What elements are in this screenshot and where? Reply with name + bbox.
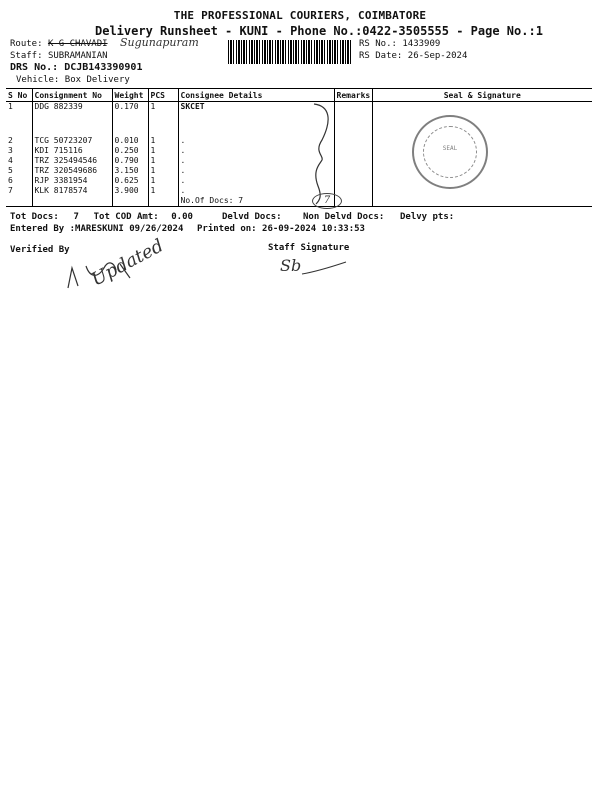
barcode (228, 40, 352, 64)
cell-consignee: . (178, 136, 334, 146)
cell-consignment: TRZ 320549686 (32, 166, 112, 176)
route-handwritten: Sugunapuram (120, 36, 199, 49)
route-value: K G CHAVADI (47, 39, 108, 49)
col-pcs: PCS (148, 89, 178, 102)
cell-consignment: DDG 882339 (32, 102, 112, 113)
rs-no-value: 1433909 (402, 39, 441, 49)
table-summary-row (6, 196, 592, 207)
vehicle-line (16, 75, 130, 85)
delvy-pts-label: Delvy pts: (400, 212, 455, 222)
table-row (6, 136, 592, 146)
cell-weight: 0.250 (112, 146, 148, 156)
runsheet-title: Delivery Runsheet - KUNI - Phone No.:0422-3505555 - Page No.:1 (95, 24, 543, 38)
staff-label: Staff: (10, 51, 43, 61)
cell-sno: 1 (8, 102, 13, 111)
verified-by-label: Verified By (10, 245, 70, 255)
table-row (6, 102, 592, 113)
non-delvd-docs-label: Non Delvd Docs: (303, 212, 385, 222)
totals-line (10, 212, 200, 222)
printed-on: Printed on: 26-09-2024 10:33:53 (197, 224, 365, 234)
table-row (6, 156, 592, 166)
col-consignment: Consignment No (32, 89, 112, 102)
col-weight: Weight (112, 89, 148, 102)
rs-date-line (359, 51, 467, 61)
cell-consignment: KDI 715116 (32, 146, 112, 156)
vehicle-label: Vehicle: (16, 75, 60, 85)
cell-pcs: 1 (148, 136, 178, 146)
cell-consignee: . (178, 166, 334, 176)
cell-weight: 3.150 (112, 166, 148, 176)
cell-consignment: TRZ 325494546 (32, 156, 112, 166)
handwritten-count: 7 (312, 193, 342, 209)
cell-consignee: . (178, 156, 334, 166)
cell-weight: 0.170 (112, 102, 148, 113)
no-of-docs: No.Of Docs: 7 (178, 196, 334, 207)
col-seal: Seal & Signature (372, 89, 592, 102)
cell-pcs: 1 (148, 186, 178, 196)
col-sno: S No (6, 89, 32, 102)
cell-sno: 5 (8, 166, 13, 175)
cell-consignee: . (178, 186, 334, 196)
rs-no-line (359, 39, 440, 49)
cell-pcs: 1 (148, 176, 178, 186)
cell-weight: 0.790 (112, 156, 148, 166)
company-name: THE PROFESSIONAL COURIERS, COIMBATORE (173, 9, 427, 22)
staff-value: SUBRAMANIAN (47, 51, 108, 61)
cell-consignment: TCG 50723207 (32, 136, 112, 146)
table-header-row (6, 89, 592, 102)
tot-docs-label: Tot Docs: (10, 212, 59, 222)
cell-sno: 7 (8, 186, 13, 195)
staff-line (10, 51, 108, 61)
rs-date-value: 26-Sep-2024 (407, 51, 468, 61)
table-row (6, 166, 592, 176)
cell-consignee: SKCET (178, 102, 334, 113)
col-consignee: Consignee Details (178, 89, 334, 102)
cell-consignee: . (178, 146, 334, 156)
runsheet-table (6, 88, 592, 207)
table-row (6, 146, 592, 156)
table-spacer-row (6, 112, 592, 136)
cell-sno: 2 (8, 136, 13, 145)
delvd-docs-label: Delvd Docs: (222, 212, 282, 222)
route-label: Route: (10, 39, 43, 49)
tot-docs-value: 7 (73, 212, 79, 222)
route-line (10, 39, 108, 49)
cell-pcs: 1 (148, 102, 178, 113)
table-row (6, 176, 592, 186)
cell-seal (372, 102, 592, 113)
drs-line (10, 62, 142, 73)
cell-weight: 0.625 (112, 176, 148, 186)
cell-sno: 4 (8, 156, 13, 165)
seal-label: SEAL (442, 145, 458, 152)
cell-consignee: . (178, 176, 334, 186)
cell-weight: 0.010 (112, 136, 148, 146)
rs-no-label: RS No.: (359, 39, 397, 49)
cell-consignment: KLK 8178574 (32, 186, 112, 196)
rs-date-label: RS Date: (359, 51, 403, 61)
table-row (6, 186, 592, 196)
signature-stroke-icon (300, 260, 350, 280)
cod-value: 0.00 (171, 212, 193, 222)
cod-label: Tot COD Amt: (93, 212, 159, 222)
cell-pcs: 1 (148, 166, 178, 176)
staff-signature: Sb (280, 256, 302, 275)
vehicle-value: Box Delivery (64, 75, 130, 85)
drs-label: DRS No.: (10, 62, 59, 73)
cell-pcs: 1 (148, 146, 178, 156)
cell-sno: 3 (8, 146, 13, 155)
cell-consignment: RJP 3381954 (32, 176, 112, 186)
cell-sno: 6 (8, 176, 13, 185)
col-remarks: Remarks (334, 89, 372, 102)
entered-by: Entered By :MARESKUNI 09/26/2024 (10, 224, 184, 234)
staff-signature-label: Staff Signature (268, 243, 350, 253)
drs-value: DCJB143390901 (64, 62, 143, 73)
handwritten-note: Updated (88, 235, 168, 291)
company-seal-icon (412, 115, 488, 189)
cell-pcs: 1 (148, 156, 178, 166)
cell-weight: 3.900 (112, 186, 148, 196)
